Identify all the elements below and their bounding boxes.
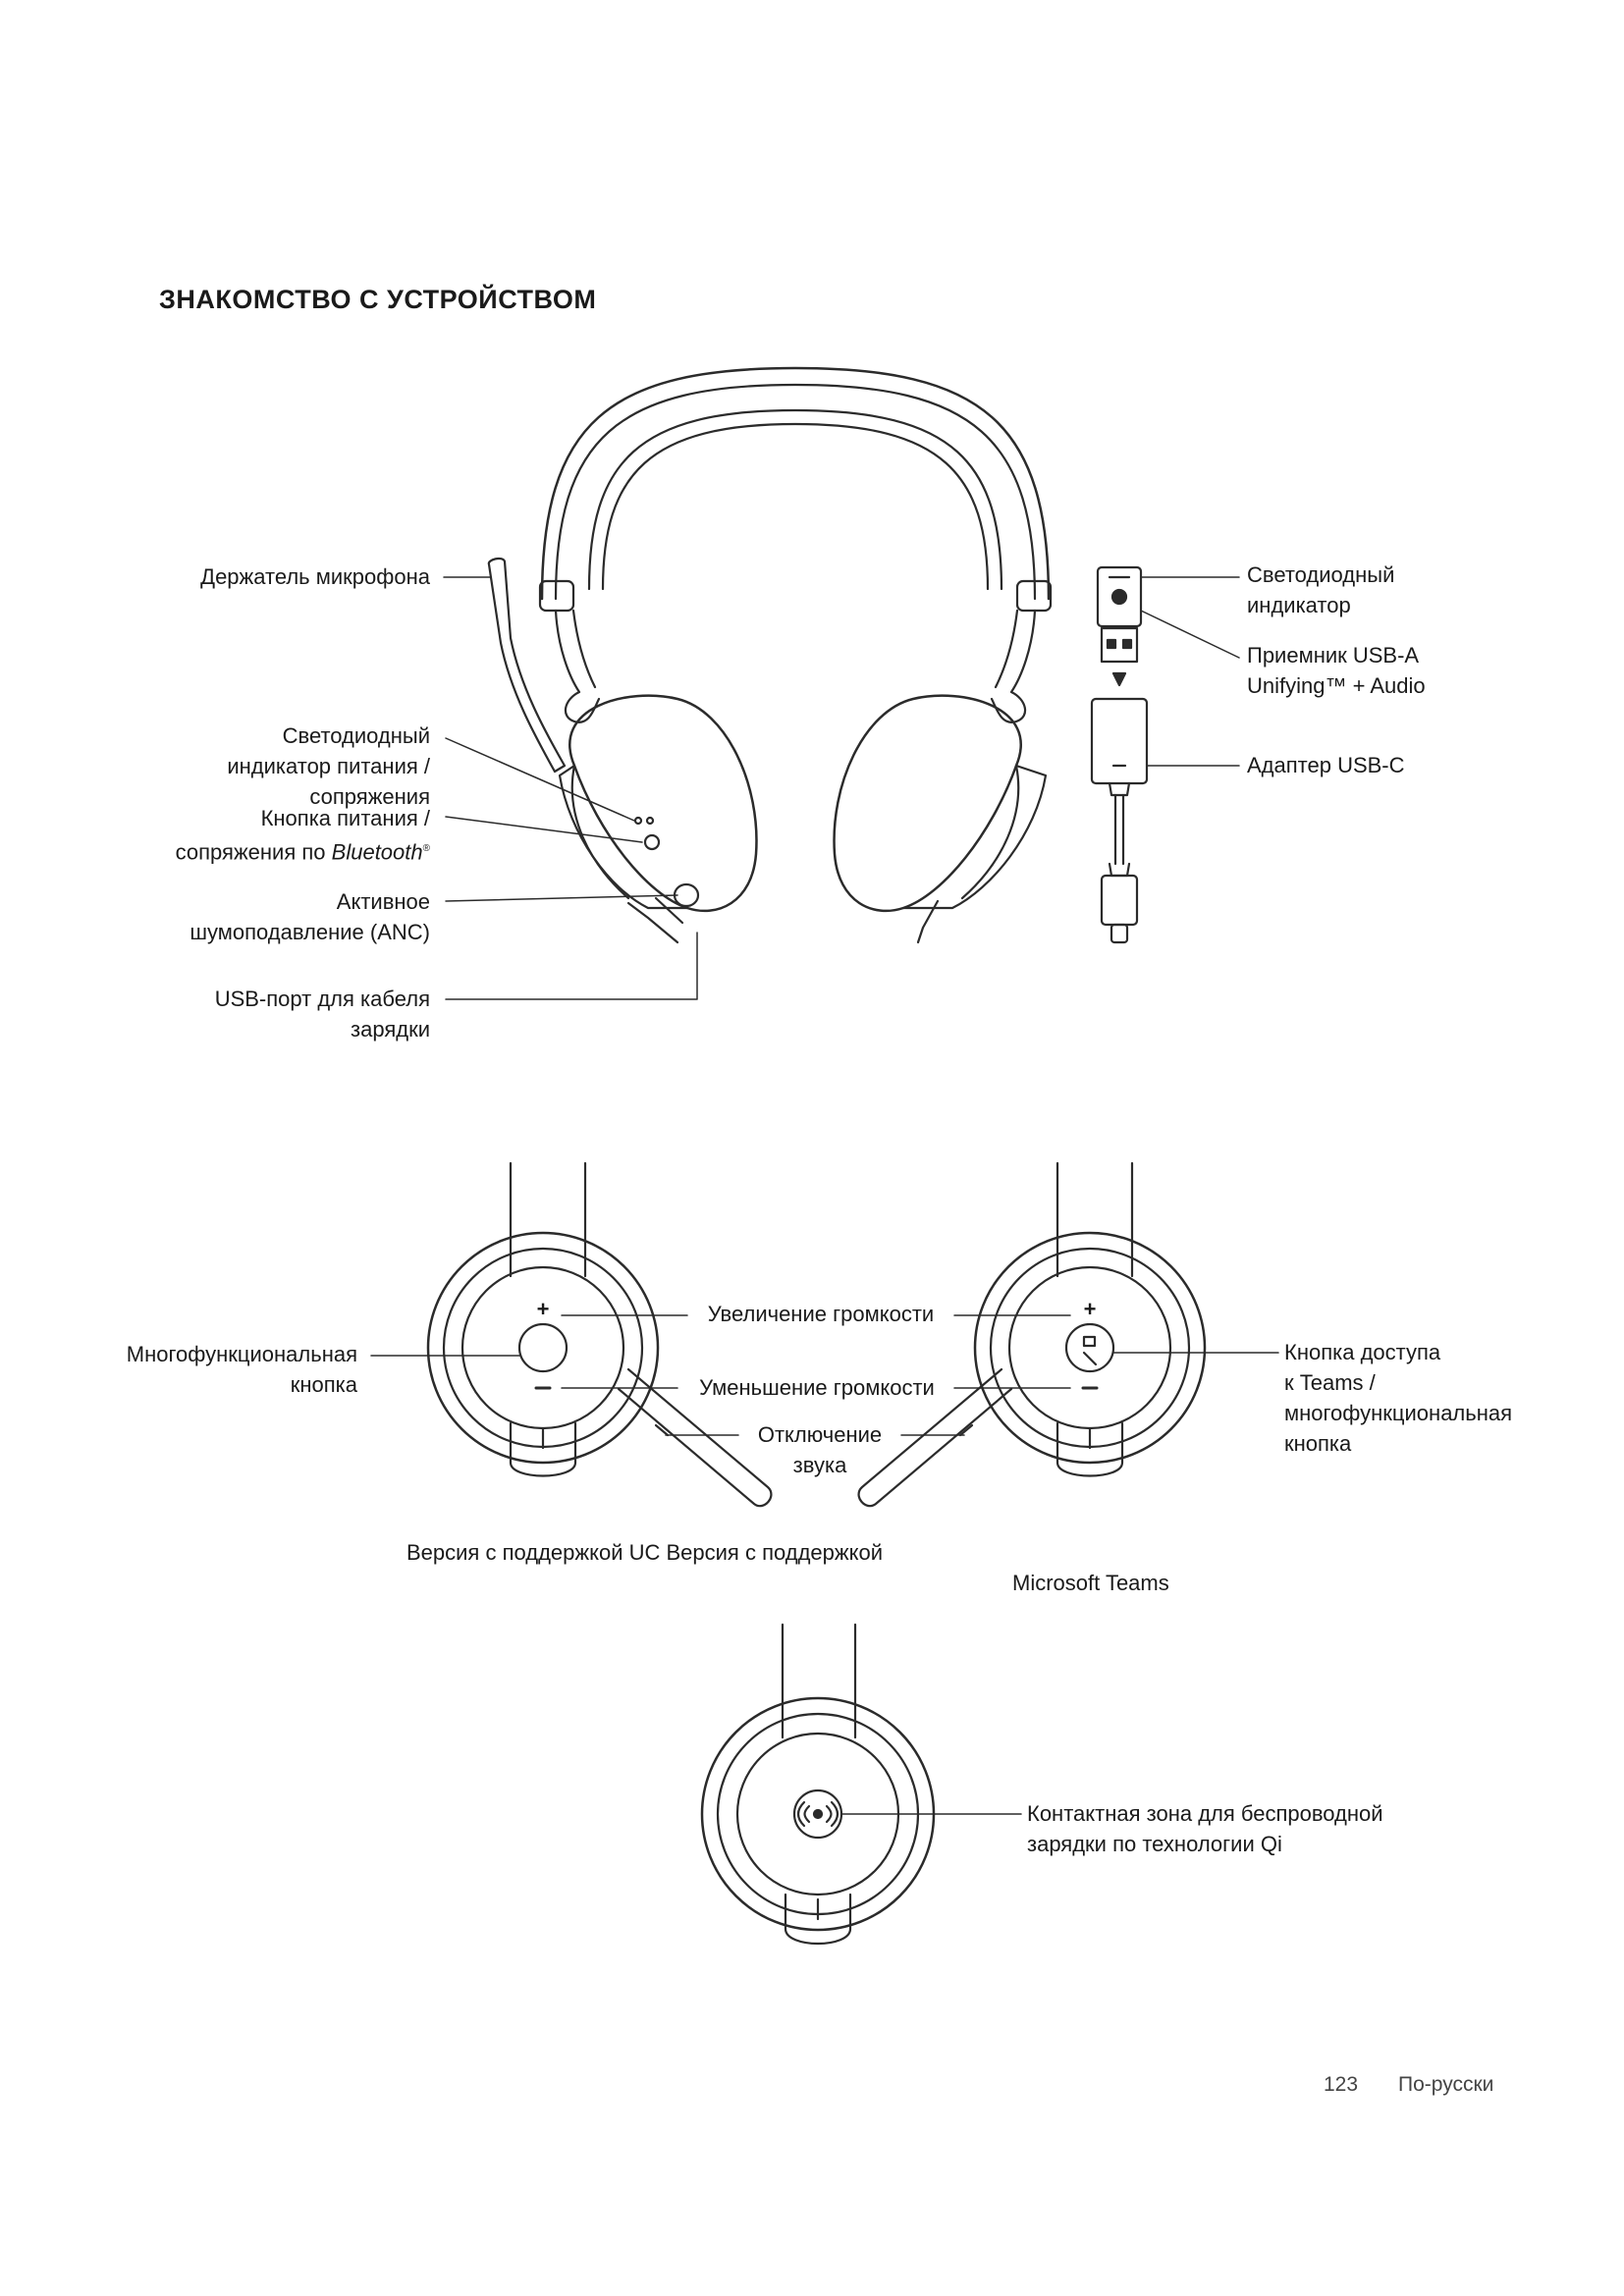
label-line: Кнопка питания / [260, 806, 430, 830]
label-power-led [227, 721, 430, 812]
teams-icon [1084, 1337, 1095, 1346]
registered-mark: ® [422, 843, 430, 854]
multifunction-button-uc [519, 1324, 567, 1371]
qi-earcup-illustration [702, 1625, 934, 1944]
label-power-button [176, 803, 430, 867]
usb-receiver-illustration [1092, 567, 1147, 942]
label-line: Unifying™ + Audio [1247, 673, 1426, 698]
label-text: сопряжения по [175, 839, 326, 865]
label-line: Многофункциональная [126, 1342, 357, 1366]
label-line: Приемник USB-A [1247, 643, 1420, 667]
label-line: зарядки [351, 1017, 430, 1041]
label-line: USB-порт для кабеля [214, 987, 430, 1011]
label-line: звука [792, 1453, 847, 1477]
power-led [635, 818, 641, 824]
label-mic-holder: Держатель микрофона [200, 564, 430, 589]
label-mute [738, 1419, 901, 1480]
version-caption: Версия с поддержкой UC Версия с поддержкой [406, 1540, 883, 1565]
label-line: Отключение [757, 1422, 883, 1447]
page-title: ЗНАКОМСТВО С УСТРОЙСТВОМ [159, 285, 597, 314]
teams-button [1066, 1324, 1113, 1371]
usb-c-plug [1102, 876, 1137, 925]
label-multifunction [127, 1339, 357, 1400]
label-usb-port [215, 984, 430, 1044]
usb-c-adapter [1092, 699, 1147, 783]
language-label: По-русски [1398, 2073, 1494, 2096]
label-line: Контактная зона для беспроводной [1027, 1801, 1383, 1826]
headset-front-illustration [489, 368, 1051, 942]
label-usbc-adapter: Адаптер USB-C [1247, 753, 1405, 777]
label-teams-button [1284, 1337, 1512, 1459]
wireless-charging-icon [814, 1810, 822, 1818]
uc-earcup-illustration [428, 1163, 771, 1506]
label-line: Светодиодный [1247, 562, 1395, 587]
bluetooth-text: Bluetooth [331, 839, 423, 865]
label-line: Светодиодный [282, 723, 430, 748]
down-arrow-icon [1113, 673, 1125, 685]
label-volume-up: Увеличение громкости [707, 1302, 935, 1326]
left-earcup [569, 696, 756, 911]
power-button-left [645, 835, 659, 849]
label-qi-charging [1027, 1798, 1383, 1859]
page-number: 123 [1324, 2073, 1359, 2096]
label-line: сопряжения [309, 784, 430, 809]
label-line: Активное [336, 889, 430, 914]
label-receiver-led [1247, 560, 1394, 620]
label-line: зарядки по технологии Qi [1027, 1832, 1282, 1856]
mic-boom-left [489, 559, 565, 772]
label-line: многофункциональная [1284, 1401, 1513, 1425]
label-line: шумоподавление (ANC) [189, 920, 430, 944]
label-line: к Teams / [1284, 1370, 1376, 1395]
teams-earcup-illustration [859, 1163, 1205, 1506]
label-line: индикатор питания / [227, 754, 430, 778]
headband [542, 368, 1049, 599]
phone-icon [1084, 1353, 1096, 1364]
label-volume-down: Уменьшение громкости [699, 1375, 935, 1400]
label-line: Кнопка доступа [1284, 1340, 1441, 1364]
label-anc [189, 886, 430, 947]
label-receiver [1247, 640, 1426, 701]
label-line: индикатор [1247, 593, 1351, 617]
volume-up-icon: + [536, 1297, 550, 1321]
volume-up-icon: + [1083, 1297, 1097, 1321]
version-caption-teams: Microsoft Teams [1012, 1571, 1169, 1595]
label-line: кнопка [290, 1372, 357, 1397]
label-line: кнопка [1284, 1431, 1352, 1456]
label-line [176, 833, 430, 867]
